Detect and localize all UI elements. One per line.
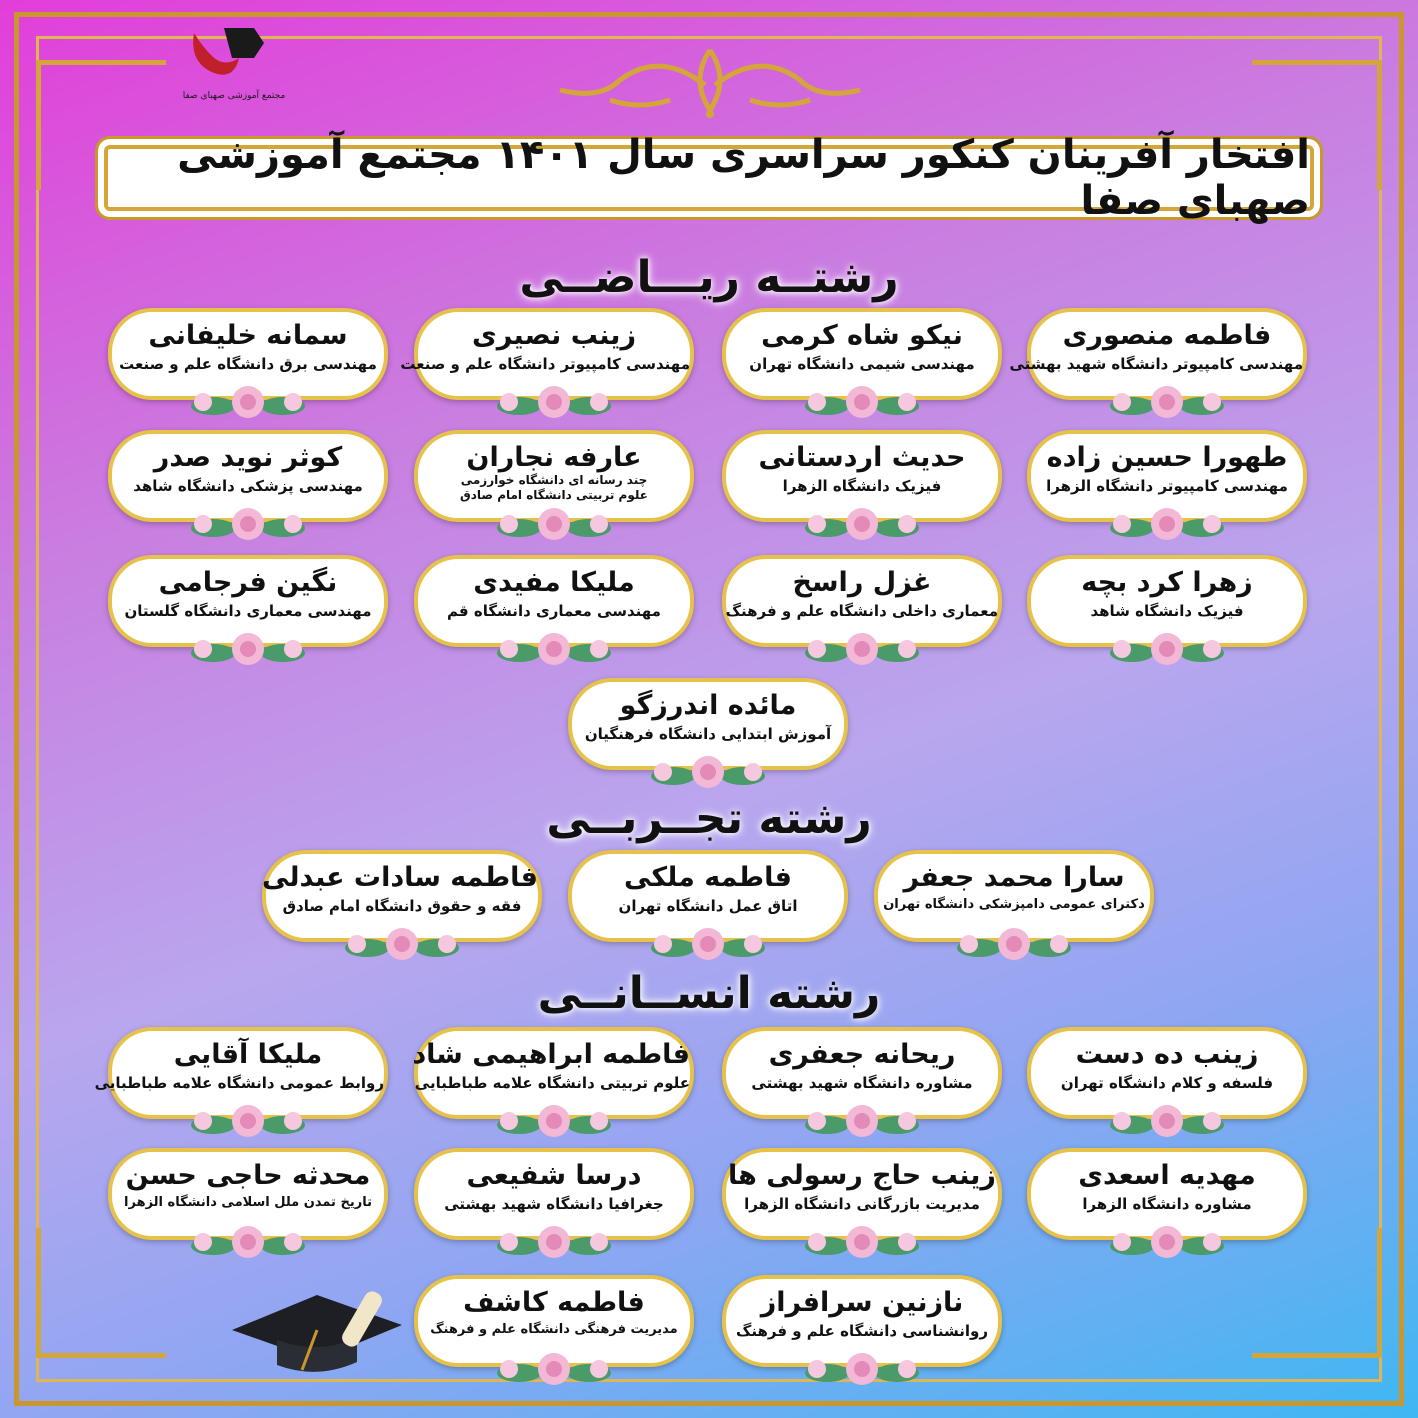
flower-icon [633, 754, 783, 790]
student-name: مهدیه اسعدی [1078, 1160, 1256, 1191]
student-name: فاطمه کاشف [463, 1287, 645, 1318]
student-major-second: علوم تربیتی دانشگاه امام صادق [460, 488, 648, 502]
student-major: مهندسی معماری دانشگاه قم [447, 602, 661, 620]
student-major: مهندسی برق دانشگاه علم و صنعت [119, 355, 377, 373]
student-major: مهندسی شیمی دانشگاه تهران [749, 355, 975, 373]
flower-icon [1092, 631, 1242, 667]
student-card [108, 555, 388, 647]
student-name: ریحانه جعفری [768, 1039, 956, 1070]
corner-ornament-bottom-right [1252, 1228, 1382, 1358]
flower-icon [479, 384, 629, 420]
student-name: زینب نصیری [472, 320, 636, 351]
flower-icon [327, 926, 477, 962]
page-title: افتخار آفرینان کنکور سراسری سال ۱۴۰۱ مجتمع آموزشی صهبای صفا [177, 132, 1310, 224]
student-name: غزل راسخ [792, 567, 932, 598]
title-banner [104, 132, 1314, 224]
student-name: عارفه نجاران [466, 442, 642, 473]
student-card [722, 430, 1002, 522]
student-card [1027, 555, 1307, 647]
student-card [722, 555, 1002, 647]
student-major: مهندسی معماری دانشگاه گلستان [124, 602, 372, 620]
student-name: زهرا کرد بچه [1081, 567, 1253, 598]
student-name: ملیکا آقایی [173, 1039, 323, 1070]
section-heading-riazi: رشتــه ریـــاضــی [519, 252, 899, 303]
flower-icon [1092, 1224, 1242, 1260]
student-major: روانشناسی دانشگاه علم و فرهنگ [735, 1322, 988, 1340]
student-name: فاطمه ملکی [624, 862, 792, 893]
student-name: مائده اندرزگو [619, 690, 797, 721]
student-major: فقه و حقوق دانشگاه امام صادق [282, 897, 522, 915]
flower-icon [787, 384, 937, 420]
student-name: طهورا حسین زاده [1046, 442, 1288, 473]
flower-icon [787, 1351, 937, 1387]
student-card [1009, 308, 1307, 400]
flower-icon [787, 506, 937, 542]
flower-icon [479, 506, 629, 542]
student-card [1027, 1027, 1307, 1119]
corner-ornament-bottom-left [36, 1228, 166, 1358]
student-major: فلسفه و کلام دانشگاه تهران [1060, 1074, 1274, 1092]
flower-icon [1092, 384, 1242, 420]
flower-icon [479, 1103, 629, 1139]
student-card [568, 850, 848, 942]
flower-icon [173, 506, 323, 542]
student-major: جغرافیا دانشگاه شهید بهشتی [444, 1195, 664, 1213]
student-card [722, 308, 1002, 400]
student-major: روابط عمومی دانشگاه علامه طباطبایی [94, 1074, 384, 1092]
flower-icon [787, 1103, 937, 1139]
student-name: سارا محمد جعفر [903, 862, 1125, 893]
student-card [414, 1027, 694, 1119]
student-name: درسا شفیعی [466, 1160, 642, 1191]
student-major: مدیریت فرهنگی دانشگاه علم و فرهنگ [430, 1322, 678, 1337]
flower-icon [173, 1103, 323, 1139]
flower-icon [787, 1224, 937, 1260]
student-card [414, 555, 694, 647]
student-major: دکترای عمومی دامپزشکی دانشگاه تهران [883, 897, 1145, 912]
student-card [108, 308, 388, 400]
student-name: کوثر نوید صدر [153, 442, 343, 473]
logo-text: مجتمع آموزشی صهبای صفا [182, 91, 286, 101]
student-card [414, 1148, 694, 1240]
flower-icon [173, 1224, 323, 1260]
flower-icon [479, 631, 629, 667]
student-major: مهندسی کامپیوتر دانشگاه علم و صنعت [400, 355, 690, 373]
student-card [722, 1027, 1002, 1119]
student-card [568, 678, 848, 770]
student-major: مشاوره دانشگاه الزهرا [1082, 1195, 1252, 1213]
student-card [414, 430, 694, 522]
flower-icon [173, 384, 323, 420]
gold-ornament-icon [540, 40, 880, 120]
student-major: مدیریت بازرگانی دانشگاه الزهرا [744, 1195, 980, 1213]
student-name: نازنین سرافراز [760, 1287, 964, 1318]
student-card [722, 1148, 1002, 1240]
student-major: معماری داخلی دانشگاه علم و فرهنگ [725, 602, 998, 620]
graduation-cap-icon [222, 1270, 412, 1380]
student-major: تاریخ تمدن ملل اسلامی دانشگاه الزهرا [124, 1195, 372, 1210]
student-major: فیزیک دانشگاه شاهد [1090, 602, 1244, 620]
student-name: نیکو شاه کرمی [761, 320, 963, 351]
logo-icon [182, 18, 286, 108]
student-name: فاطمه سادات عبدلی [262, 862, 538, 893]
flower-icon [787, 631, 937, 667]
flower-icon [479, 1224, 629, 1260]
student-major: آموزش ابتدایی دانشگاه فرهنگیان [584, 725, 832, 743]
student-major: اتاق عمل دانشگاه تهران [618, 897, 798, 915]
student-major: مهندسی کامپیوتر دانشگاه شهید بهشتی [1009, 355, 1303, 373]
student-name: فاطمه منصوری [1062, 320, 1272, 351]
student-card [108, 430, 388, 522]
student-name: ملیکا مفیدی [473, 567, 635, 598]
student-card [722, 1275, 1002, 1367]
section-heading-ensani: رشته انســانــی [537, 968, 881, 1019]
student-name: محدثه حاجی حسن [125, 1160, 371, 1191]
flower-icon [939, 926, 1089, 962]
student-card [874, 850, 1154, 942]
student-name: زینب حاج رسولی ها [728, 1160, 996, 1191]
flower-icon [173, 631, 323, 667]
student-major: علوم تربیتی دانشگاه علامه طباطبایی [414, 1074, 690, 1092]
student-card [262, 850, 542, 942]
student-card [108, 1148, 388, 1240]
student-card [1027, 1148, 1307, 1240]
student-major: چند رسانه ای دانشگاه خوارزمی [460, 473, 648, 487]
student-major: مهندسی کامپیوتر دانشگاه الزهرا [1046, 477, 1288, 495]
student-name: نگین فرجامی [158, 567, 338, 598]
flower-icon [1092, 1103, 1242, 1139]
student-major: مهندسی پزشکی دانشگاه شاهد [133, 477, 363, 495]
student-card [1027, 430, 1307, 522]
student-name: حدیث اردستانی [758, 442, 966, 473]
flower-icon [633, 926, 783, 962]
flower-icon [1092, 506, 1242, 542]
student-name: سمانه خلیفانی [148, 320, 348, 351]
flower-icon [479, 1351, 629, 1387]
student-major: مشاوره دانشگاه شهید بهشتی [751, 1074, 973, 1092]
student-card [400, 308, 694, 400]
section-heading-tajrobi: رشته تجــربــی [546, 793, 872, 844]
student-card [414, 1275, 694, 1367]
student-name: فاطمه ابراهیمی شاد [412, 1039, 690, 1070]
student-name: زینب ده دست [1075, 1039, 1259, 1070]
student-major: فیزیک دانشگاه الزهرا [782, 477, 942, 495]
student-card [94, 1027, 388, 1119]
